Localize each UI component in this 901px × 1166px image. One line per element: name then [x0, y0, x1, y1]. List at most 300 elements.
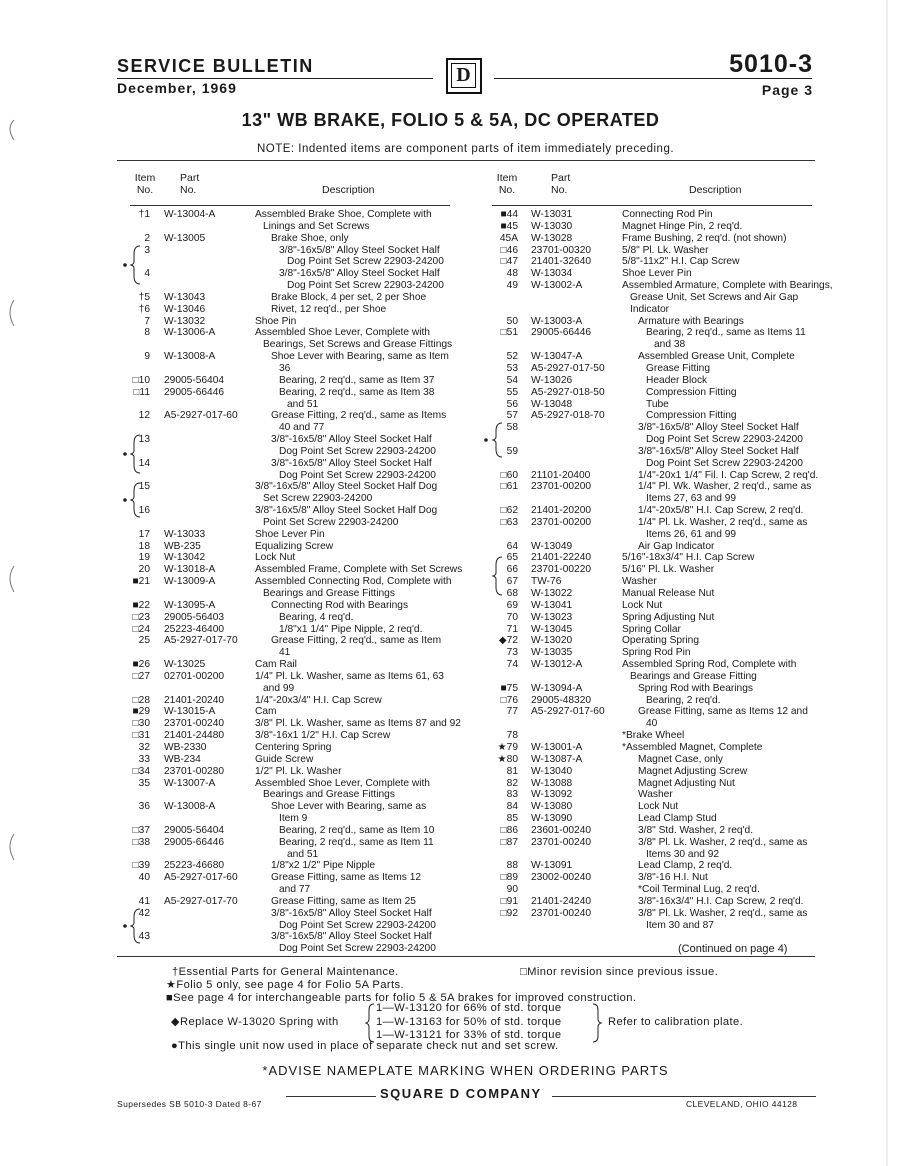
part-description: Magnet Hinge Pin, 2 req'd.: [622, 220, 743, 232]
part-description: Lock Nut: [622, 599, 663, 611]
part-description: Tube: [646, 398, 669, 410]
part-number: W-13094-A: [531, 682, 583, 694]
part-description: Dog Point Set Screw 22903-24200: [279, 469, 436, 481]
part-description: Bearing, 2 req'd., same as Item 10: [279, 824, 435, 836]
item-number: □27: [132, 670, 150, 682]
part-number: 21401-32640: [531, 256, 592, 268]
part-description: Shoe Lever with Bearing, same as: [271, 801, 427, 813]
part-number: A5-2927-017-50: [531, 362, 605, 374]
part-description: 1/4" Pl. Wk. Washer, 2 req'd., same as: [638, 481, 812, 493]
part-number: A5-2927-018-50: [531, 386, 605, 398]
right-description-header: Description: [689, 184, 742, 196]
item-number: 41: [138, 895, 150, 907]
item-number: 8: [144, 327, 150, 339]
item-number: □89: [500, 872, 518, 884]
part-description: Washer: [622, 576, 657, 588]
part-description: Frame Bushing, 2 req'd. (not shown): [622, 232, 787, 244]
part-number: W-13046: [164, 303, 206, 315]
part-description: Dog Point Set Screw 22903-24200: [279, 445, 436, 457]
part-description: Magnet Adjusting Nut: [638, 777, 735, 789]
part-description: Grease Fitting, same as Item 25: [271, 895, 416, 907]
part-number: W-13005: [164, 232, 206, 244]
item-number: †5: [138, 291, 150, 303]
part-description: Bearing, 2 req'd., same as Item 11: [279, 836, 434, 848]
part-description: Bearing, 2 req'd., same as Item 38: [279, 386, 435, 398]
part-number: W-13091: [531, 860, 573, 872]
item-number: □76: [500, 694, 518, 706]
part-description: Air Gap Indicator: [638, 540, 715, 552]
part-description: 1/4"-20x1 1/4" Fil. I. Cap Screw, 2 req'd.: [638, 469, 819, 481]
part-description: *Brake Wheel: [622, 730, 685, 742]
item-number: 59: [506, 445, 518, 457]
part-number: 23701-00280: [164, 765, 225, 777]
item-number: ■45: [500, 220, 518, 232]
item-number: □11: [133, 386, 150, 398]
part-description: Grease Fitting, 2 req'd., same as Item: [271, 635, 442, 647]
item-number: □38: [132, 836, 150, 848]
part-description: Shoe Pin: [255, 315, 297, 327]
part-number: W-13006-A: [164, 327, 216, 339]
item-number: 84: [506, 801, 518, 813]
item-number: 45A: [499, 232, 518, 244]
item-number: □92: [500, 907, 518, 919]
part-description: Dog Point Set Screw 22903-24200: [646, 457, 803, 469]
part-number: W-13018-A: [164, 564, 216, 576]
part-number: 23701-00320: [531, 244, 592, 256]
part-number: 29005-56404: [164, 374, 225, 386]
footnote-essential: †Essential Parts for General Maintenance.: [172, 966, 399, 978]
part-description: and 77: [279, 884, 311, 896]
part-description: 5/16" Pl. Lk. Washer: [622, 564, 715, 576]
item-number: 35: [138, 777, 150, 789]
part-description: Grease Unit, Set Screws and Air Gap: [630, 291, 799, 303]
part-description: Lock Nut: [255, 552, 296, 564]
bulletin-date: December, 1969: [117, 80, 237, 96]
item-number: 32: [138, 741, 150, 753]
continued-note: (Continued on page 4): [678, 943, 788, 955]
part-number: W-13030: [531, 220, 573, 232]
part-description: Assembled Frame, Complete with Set Screws: [255, 564, 463, 576]
part-description: Manual Release Nut: [622, 588, 715, 599]
part-number: W-13088: [531, 777, 573, 789]
part-description: Bearing, 2 req'd., same as Item 37: [279, 374, 435, 386]
item-number: 73: [506, 647, 518, 659]
item-number: ★80: [497, 753, 518, 765]
item-number: 55: [506, 386, 518, 398]
item-number: †6: [138, 303, 150, 315]
item-number: 81: [506, 765, 518, 777]
part-number: W-13001-A: [531, 741, 583, 753]
item-number: 74: [506, 659, 518, 671]
part-number: 21401-22240: [531, 552, 592, 564]
part-description: Dog Point Set Screw 22903-24200: [646, 434, 803, 446]
footnote-replace-label: ◆Replace W-13020 Spring with: [171, 1016, 339, 1028]
part-description: 5/8" Pl. Lk. Washer: [622, 244, 709, 256]
part-description: Cam: [255, 706, 277, 718]
part-number: 21401-20240: [164, 694, 225, 706]
item-number: □91: [500, 895, 518, 907]
part-description: Connecting Rod with Bearings: [271, 599, 409, 611]
item-number: ■29: [132, 706, 150, 718]
page-number: Page 3: [761, 82, 813, 98]
part-number: W-13034: [531, 268, 573, 280]
item-number: ■21: [132, 576, 150, 588]
part-description: Lead Clamp Stud: [638, 813, 717, 825]
part-description: and 38: [654, 339, 686, 351]
part-description: Spring Adjusting Nut: [622, 611, 715, 623]
part-number: W-13087-A: [531, 753, 583, 765]
part-number: 23002-00240: [531, 872, 592, 884]
part-number: A5-2927-017-70: [164, 635, 238, 647]
left-description-header: Description: [322, 184, 375, 196]
part-number: W-13026: [531, 374, 573, 386]
part-description: 40 and 77: [279, 422, 325, 434]
item-number: 85: [506, 813, 518, 825]
item-number: 53: [506, 362, 518, 374]
part-number: W-13008-A: [164, 351, 216, 363]
supersedes-note: Supersedes SB 5010-3 Dated 8-67: [117, 1099, 262, 1109]
item-number: □62: [500, 505, 518, 517]
part-number: W-13007-A: [164, 777, 216, 789]
part-description: 3/8"-16x5/8" Alloy Steel Socket Half: [638, 422, 799, 434]
part-description: 1/4" Pl. Lk. Washer, same as Items 61, 63: [255, 670, 444, 682]
part-description: 3/8"-16x5/8" Alloy Steel Socket Half: [271, 457, 432, 469]
part-number: 21401-24480: [164, 730, 225, 742]
part-number: W-13020: [531, 635, 573, 647]
item-number: □28: [132, 694, 150, 706]
part-description: and 51: [287, 398, 319, 410]
item-number: 4: [144, 268, 150, 280]
part-description: Shoe Lever Pin: [622, 268, 692, 280]
part-description: 3/8"-16x5/8" Alloy Steel Socket Half: [271, 907, 432, 919]
item-number: 70: [506, 611, 518, 623]
part-description: 41: [279, 647, 291, 659]
item-number: 52: [506, 351, 518, 363]
replace-option: 1—W-13120 for 66% of std. torque: [376, 1002, 562, 1014]
part-description: Lock Nut: [638, 801, 679, 813]
right-part-header: Part No.: [551, 172, 571, 196]
part-number: 21101-20400: [531, 469, 591, 481]
part-number: W-13023: [531, 611, 573, 623]
part-description: 3/8" Pl. Lk. Washer, 2 req'd., same as: [638, 907, 808, 919]
part-number: W-13035: [531, 647, 573, 659]
part-description: 3/8"-16x5/8" Alloy Steel Socket Half Dog: [255, 505, 438, 517]
replace-braces: [360, 1002, 640, 1044]
part-description: 3/8"-16 H.I. Nut: [638, 872, 708, 884]
right-item-header: Item No.: [496, 172, 518, 196]
part-description: Magnet Case, only: [638, 753, 723, 765]
part-number: A5-2927-017-60: [531, 706, 605, 718]
part-number: 29005-56403: [164, 611, 225, 623]
document-title: 13" WB BRAKE, FOLIO 5 & 5A, DC OPERATED: [241, 110, 660, 130]
part-description: 5/16"-18x3/4" H.I. Cap Screw: [622, 552, 755, 564]
item-number: □37: [132, 824, 150, 836]
replace-option: 1—W-13163 for 50% of std. torque: [376, 1015, 562, 1028]
footnote-folio5: ★Folio 5 only, see page 4 for Folio 5A Parts.: [166, 979, 405, 991]
part-description: 3/8"-16x5/8" Alloy Steel Socket Half: [638, 445, 799, 457]
part-description: Armature with Bearings: [638, 315, 744, 327]
part-description: 3/8" Pl. Lk. Washer, 2 req'd., same as: [638, 836, 808, 848]
part-number: W-13031: [531, 209, 573, 220]
footnote-single-unit: ●This single unit now used in place of separate check nut and set screw.: [171, 1040, 559, 1052]
company-city: CLEVELAND, OHIO 44128: [686, 1099, 798, 1109]
part-description: Bearings and Grease Fittings: [263, 588, 395, 599]
item-number: □10: [132, 374, 150, 386]
item-number: 82: [506, 777, 518, 789]
part-description: 1/4" Pl. Lk. Washer, 2 req'd., same as: [638, 516, 808, 528]
item-number: 77: [506, 706, 518, 718]
part-number: 23701-00200: [531, 481, 592, 493]
item-number: ■44: [500, 209, 518, 220]
item-number: □23: [132, 611, 150, 623]
part-number: 25223-46400: [164, 623, 225, 635]
item-number: 17: [138, 528, 150, 540]
part-description: 3/8"-16x1 1/2" H.I. Cap Screw: [255, 730, 391, 742]
part-description: Items 26, 61 and 99: [646, 528, 737, 540]
footnote-rule: [117, 956, 815, 957]
part-description: and 99: [263, 682, 295, 694]
part-description: Grease Fitting, same as Items 12: [271, 872, 422, 884]
part-description: Assembled Shoe Lever, Complete with: [255, 327, 430, 339]
part-description: Brake Shoe, only: [271, 232, 349, 244]
part-description: Equalizing Screw: [255, 540, 334, 552]
item-number: 13: [138, 434, 150, 446]
part-number: W-13012-A: [531, 659, 583, 671]
footer-rule-right: [552, 1096, 816, 1097]
part-description: 3/8"-16x5/8" Alloy Steel Socket Half: [279, 268, 440, 280]
part-number: W-13049: [531, 540, 573, 552]
part-number: W-13047-A: [531, 351, 583, 363]
part-description: Spring Rod Pin: [622, 647, 691, 659]
bulletin-title: SERVICE BULLETIN: [117, 56, 314, 76]
part-description: Brake Block, 4 per set, 2 per Shoe: [271, 291, 427, 303]
part-description: Grease Fitting, 2 req'd., same as Items: [271, 410, 447, 422]
item-number: 78: [506, 730, 518, 742]
part-number: W-13015-A: [164, 706, 216, 718]
part-number: WB-235: [164, 540, 201, 552]
part-description: Grease Fitting, same as Items 12 and: [638, 706, 808, 718]
item-number: 33: [138, 753, 150, 765]
part-number: 23701-00240: [531, 836, 592, 848]
part-description: Assembled Shoe Lever, Complete with: [255, 777, 430, 789]
replace-option: 1—W-13121 for 33% of std. torque: [376, 1029, 562, 1041]
item-number: 69: [506, 599, 518, 611]
part-number: W-13009-A: [164, 576, 216, 588]
part-description: Bearing, 2 req'd.: [646, 694, 721, 706]
item-number: □31: [132, 730, 150, 742]
part-description: Dog Point Set Screw 22903-24200: [279, 943, 436, 955]
item-number: 66: [506, 564, 518, 576]
part-description: 1/4"-20x3/4" H.I. Cap Screw: [255, 694, 382, 706]
part-description: Assembled Brake Shoe, Complete with: [255, 209, 432, 220]
item-number: □60: [500, 469, 518, 481]
part-description: Rivet, 12 req'd., per Shoe: [271, 303, 387, 315]
part-number: W-13092: [531, 789, 573, 801]
part-number: A5-2927-018-70: [531, 410, 605, 422]
part-number: 29005-66446: [531, 327, 592, 339]
part-number: W-13032: [164, 315, 206, 327]
part-number: 29005-48320: [531, 694, 592, 706]
part-number: W-13002-A: [531, 280, 583, 292]
part-description: Bearings and Grease Fittings: [263, 789, 395, 801]
item-number: 2: [144, 232, 150, 244]
part-description: Bearing, 4 req'd.: [279, 611, 354, 623]
footnote-see-page4: ■See page 4 for interchangeable parts for folio 5 & 5A brakes for improved construction.: [166, 992, 637, 1004]
part-number: 23701-00240: [164, 718, 225, 730]
part-description: Shoe Lever with Bearing, same as Item: [271, 351, 449, 363]
part-description: Header Block: [646, 374, 708, 386]
item-number: □63: [500, 516, 518, 528]
part-description: 3/8"-16x5/8" Alloy Steel Socket Half: [279, 244, 440, 256]
item-number: 54: [506, 374, 518, 386]
item-number: 43: [138, 931, 150, 943]
item-number: ■22: [132, 599, 150, 611]
item-number: 64: [506, 540, 518, 552]
item-number: 88: [506, 860, 518, 872]
part-number: 29005-56404: [164, 824, 225, 836]
part-number: W-13040: [531, 765, 573, 777]
part-number: 29005-66446: [164, 836, 225, 848]
part-number: W-13048: [531, 398, 573, 410]
item-number: 25: [138, 635, 150, 647]
logo-letter: D: [451, 63, 476, 88]
part-number: W-13003-A: [531, 315, 583, 327]
part-number: WB-2330: [164, 741, 207, 753]
part-description: Magnet Adjusting Screw: [638, 765, 748, 777]
part-description: 1/2" Pl. Lk. Washer: [255, 765, 342, 777]
part-number: WB-234: [164, 753, 201, 765]
item-number: 3: [144, 244, 150, 256]
part-description: Spring Collar: [622, 623, 681, 635]
item-number: 14: [138, 457, 150, 469]
item-number: □87: [500, 836, 518, 848]
part-description: Dog Point Set Screw 22903-24200: [279, 919, 436, 931]
item-number: 42: [138, 907, 150, 919]
part-number: 21401-24240: [531, 895, 592, 907]
item-number: 40: [138, 872, 150, 884]
item-number: □24: [132, 623, 150, 635]
part-number: A5-2927-017-70: [164, 895, 238, 907]
item-number: 49: [506, 280, 518, 292]
part-description: Indicator: [630, 303, 670, 315]
item-number: 83: [506, 789, 518, 801]
part-description: Assembled Spring Rod, Complete with: [622, 659, 797, 671]
part-description: Spring Rod with Bearings: [638, 682, 753, 694]
part-description: 3/8"-16x5/8" Alloy Steel Socket Half Dog: [255, 481, 438, 493]
part-number: W-13004-A: [164, 209, 216, 220]
left-item-header: Item No.: [134, 172, 156, 196]
part-description: Compression Fitting: [646, 410, 737, 422]
part-description: Assembled Armature, Complete with Bearings,: [622, 280, 833, 292]
advise-nameplate: *ADVISE NAMEPLATE MARKING WHEN ORDERING PARTS: [262, 1063, 669, 1078]
item-number: 50: [506, 315, 518, 327]
footnote-refer: Refer to calibration plate.: [608, 1016, 744, 1028]
item-number: †1: [138, 209, 150, 220]
part-description: Centering Spring: [255, 741, 332, 753]
part-description: 40: [646, 718, 658, 730]
item-number: 68: [506, 588, 518, 599]
part-description: Connecting Rod Pin: [622, 209, 713, 220]
item-number: 90: [506, 884, 518, 896]
item-number: 71: [506, 623, 518, 635]
item-number: 48: [506, 268, 518, 280]
part-description: Guide Screw: [255, 753, 314, 765]
part-number: 25223-46680: [164, 860, 225, 872]
item-number: 12: [138, 410, 150, 422]
item-number: 19: [138, 552, 150, 564]
part-number: 02701-00200: [164, 670, 225, 682]
item-number: 58: [506, 422, 518, 434]
part-description: Items 30 and 92: [646, 848, 720, 860]
item-number: □30: [132, 718, 150, 730]
part-description: *Coil Terminal Lug, 2 req'd.: [638, 884, 760, 896]
item-number: □34: [132, 765, 150, 777]
part-description: Dog Point Set Screw 22903-24200: [287, 256, 444, 268]
part-description: 1/8"x1 1/4" Pipe Nipple, 2 req'd.: [279, 623, 423, 635]
item-number: 57: [506, 410, 518, 422]
company-name: SQUARE D COMPANY: [380, 1086, 542, 1101]
part-description: Item 30 and 87: [646, 919, 714, 931]
part-description: 3/8"-16x5/8" Alloy Steel Socket Half: [271, 434, 432, 446]
part-description: Lead Clamp, 2 req'd.: [638, 860, 733, 872]
part-number: TW-76: [531, 576, 562, 588]
part-description: Dog Point Set Screw 22903-24200: [287, 280, 444, 292]
item-number: 20: [138, 564, 150, 576]
part-number: W-13025: [164, 659, 206, 671]
part-description: 3/8"-16x3/4" H.I. Cap Screw, 2 req'd.: [638, 895, 804, 907]
part-number: 21401-20200: [531, 505, 592, 517]
footnote-minor: □Minor revision since previous issue.: [520, 966, 719, 978]
item-number: □39: [132, 860, 150, 872]
part-description: Bearings, Set Screws and Grease Fittings: [263, 339, 453, 351]
item-number: 18: [138, 540, 150, 552]
left-part-header: Part No.: [180, 172, 200, 196]
part-description: 3/8"-16x5/8" Alloy Steel Socket Half: [271, 931, 432, 943]
footer-rule-left: [286, 1096, 376, 1097]
part-number: W-13033: [164, 528, 206, 540]
part-number: W-13090: [531, 813, 573, 825]
part-description: Point Set Screw 22903-24200: [263, 516, 399, 528]
part-description: Assembled Grease Unit, Complete: [638, 351, 795, 363]
part-number: W-13042: [164, 552, 206, 564]
item-number: 65: [506, 552, 518, 564]
part-description: Compression Fitting: [646, 386, 737, 398]
part-number: W-13043: [164, 291, 206, 303]
item-number: ◆72: [498, 635, 518, 647]
part-number: W-13045: [531, 623, 573, 635]
part-description: Washer: [638, 789, 673, 801]
part-description: Grease Fitting: [646, 362, 710, 374]
part-number: W-13022: [531, 588, 573, 599]
item-number: □86: [500, 824, 518, 836]
part-description: *Assembled Magnet, Complete: [622, 741, 763, 753]
part-number: 23701-00240: [531, 907, 592, 919]
part-description: Assembled Connecting Rod, Complete with: [255, 576, 452, 588]
item-number: 56: [506, 398, 518, 410]
part-description: Cam Rail: [255, 659, 297, 671]
item-number: ★79: [497, 741, 518, 753]
part-description: 36: [279, 362, 291, 374]
part-number: 29005-66446: [164, 386, 225, 398]
part-number: W-13041: [531, 599, 573, 611]
part-description: Shoe Lever Pin: [255, 528, 325, 540]
bulletin-number: 5010-3: [729, 50, 813, 78]
item-number: ■75: [500, 682, 518, 694]
item-number: □61: [500, 481, 518, 493]
part-description: and 51: [287, 848, 319, 860]
part-description: Set Screw 22903-24200: [263, 493, 373, 505]
part-number: 23701-00220: [531, 564, 592, 576]
